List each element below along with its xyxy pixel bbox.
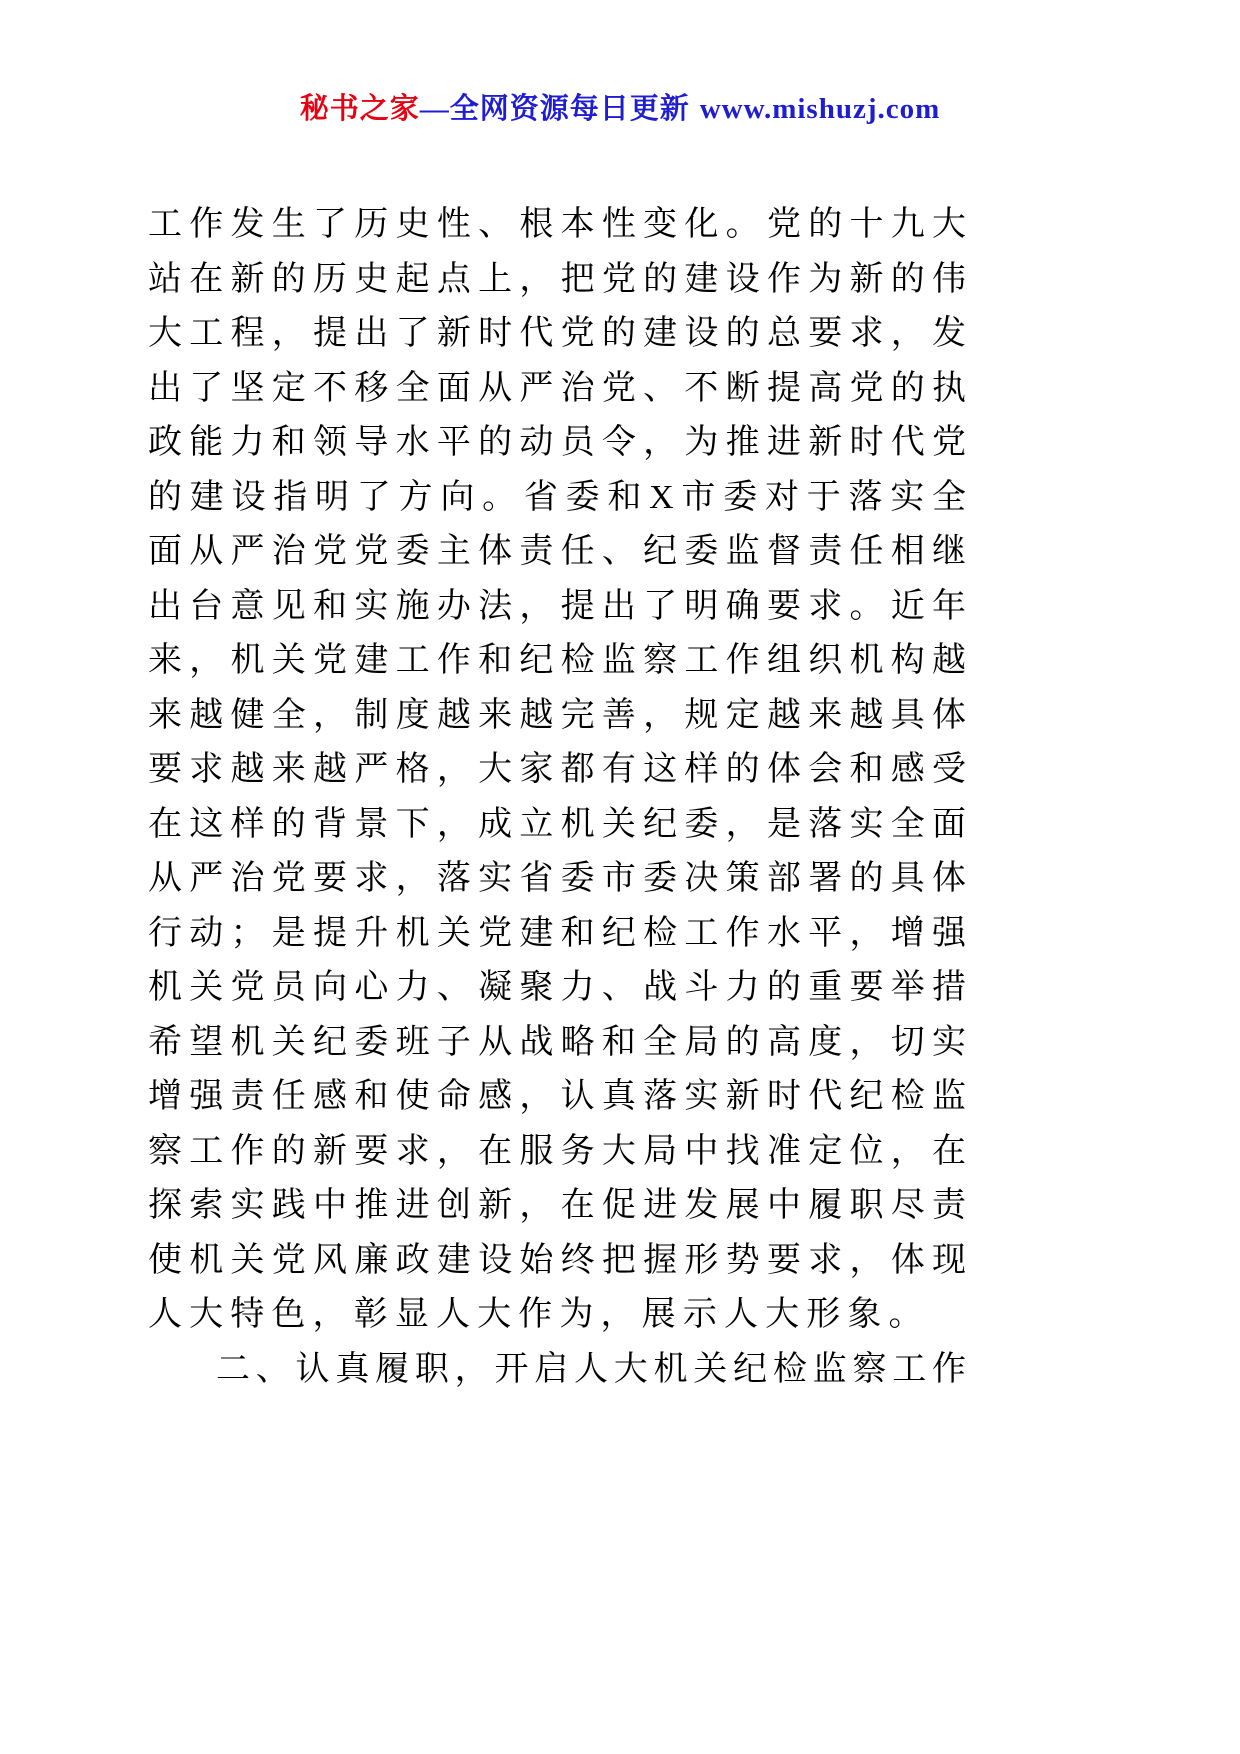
- text-line: 察工作的新要求，在服务大局中找准定位，在: [148, 1132, 966, 1170]
- text-line: 希望机关纪委班子从战略和全局的高度，切实: [148, 1023, 966, 1061]
- brand-name: 秘书之家: [299, 93, 420, 125]
- text-line: 来，机关党建工作和纪检监察工作组织机构越: [148, 642, 966, 679]
- document-body: [148, 198, 966, 1397]
- text-line: 从严治党要求，落实省委市委决策部署的具体: [148, 860, 966, 897]
- text-line: 机关党员向心力、凝聚力、战斗力的重要举措: [148, 969, 966, 1006]
- section-heading-line: 二、认真履职，开启人大机关纪检监察工作: [216, 1350, 966, 1388]
- text-line: 使机关党风廉政建设始终把握形势要求，体现: [148, 1241, 966, 1279]
- text-line: 面从严治党党委主体责任、纪委监督责任相继: [148, 533, 966, 570]
- text-line: 工作发生了历史性、根本性变化。党的十九大: [148, 206, 966, 243]
- site-header: [0, 86, 1240, 127]
- text-line: 增强责任感和使命感，认真落实新时代纪检监: [148, 1078, 966, 1115]
- text-line: 出台意见和实施办法，提出了明确要求。近年: [148, 587, 966, 625]
- text-line: 行动；是提升机关党建和纪检工作水平，增强: [148, 914, 966, 952]
- text-line: 政能力和领导水平的动员令，为推进新时代党: [148, 424, 966, 461]
- text-line: 在这样的背景下，成立机关纪委，是落实全面: [148, 805, 966, 843]
- text-line: 来越健全，制度越来越完善，规定越来越具体: [148, 696, 966, 734]
- text-line: 站在新的历史起点上，把党的建设作为新的伟: [148, 260, 966, 298]
- text-line: 的建设指明了方向。省委和X市委对于落实全: [148, 478, 966, 516]
- text-line: 要求越来越严格，大家都有这样的体会和感受: [148, 751, 966, 788]
- header-tagline: 全网资源每日更新: [449, 93, 690, 125]
- text-line: 大工程，提出了新时代党的建设的总要求，发: [148, 315, 966, 352]
- header-separator: —: [419, 93, 450, 125]
- text-line: 出了坚定不移全面从严治党、不断提高党的执: [148, 369, 966, 407]
- site-url: www.mishuzj.com: [699, 93, 941, 125]
- text-line: 探索实践中推进创新，在促进发展中履职尽责: [148, 1187, 966, 1224]
- text-line-paragraph-end: 人大特色，彰显人大作为，展示人大形象。: [148, 1296, 930, 1333]
